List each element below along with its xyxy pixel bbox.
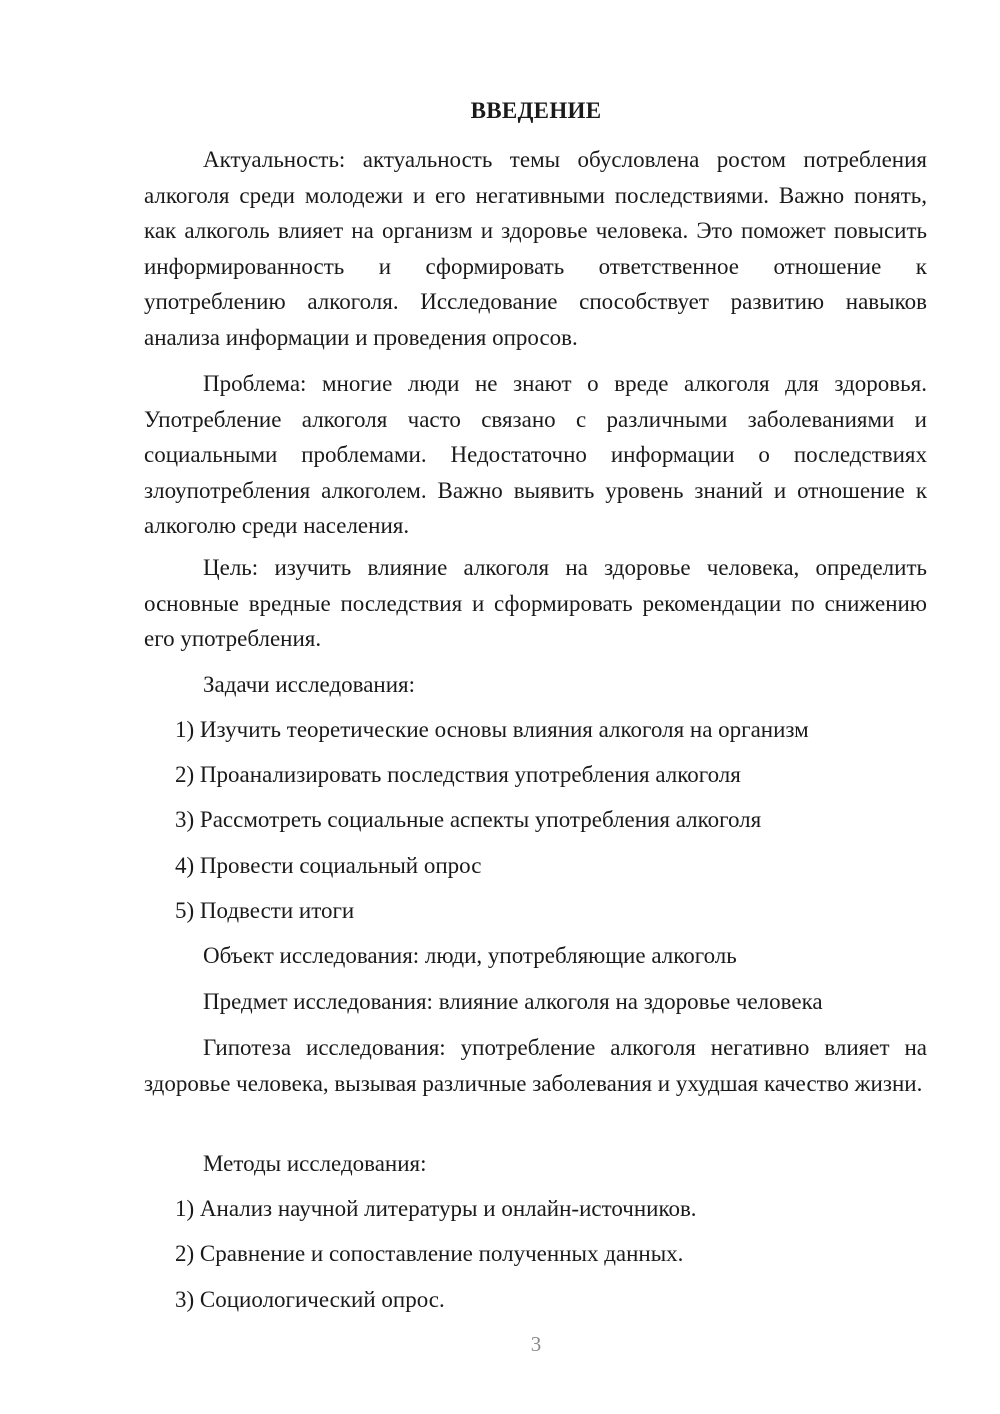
- research-object: Объект исследования: люди, употребляющие алкоголь: [203, 943, 737, 968]
- methods-heading: Методы исследования:: [203, 1151, 427, 1176]
- task-item: 1) Изучить теоретические основы влияния алкоголя на организм: [175, 717, 809, 742]
- task-item: 2) Проанализировать последствия употребления алкоголя: [175, 762, 741, 787]
- research-subject: Предмет исследования: влияние алкоголя на здоровье человека: [203, 989, 823, 1014]
- method-item: 2) Сравнение и сопоставление полученных данных.: [175, 1241, 684, 1266]
- method-item: 3) Социологический опрос.: [175, 1287, 445, 1312]
- page-number: 3: [530, 1332, 542, 1356]
- task-item: 3) Рассмотреть социальные аспекты употребления алкоголя: [175, 807, 762, 832]
- task-item: 4) Провести социальный опрос: [175, 853, 482, 878]
- page-title: ВВЕДЕНИЕ: [470, 98, 602, 123]
- hypothesis-paragraph: Гипотеза исследования: употребление алкоголя негативно влияет на здоровье человека, вызывая различные заболевания и ухудшая качество жизни.: [144, 1035, 927, 1096]
- tasks-heading: Задачи исследования:: [203, 672, 416, 697]
- relevance-paragraph: Актуальность: актуальность темы обусловлена ростом потребления алкоголя среди молодежи и его негативными последствиями. Важно понять, как алкоголь влияет на организм и здоровье человека. Это поможет повысить информированность и сформировать ответственное отношение к употреблению алкоголя. Исследование способствует развитию навыков анализа информации и проведения опросов.: [144, 147, 927, 350]
- goal-paragraph: Цель: изучить влияние алкоголя на здоровье человека, определить основные вредные последствия и сформировать рекомендации по снижению его употребления.: [144, 555, 927, 651]
- problem-paragraph: Проблема: многие люди не знают о вреде алкоголя для здоровья. Употребление алкоголя часто связано с различными заболеваниями и социальными проблемами. Недостаточно информации о последствиях злоупотребления алкоголем. Важно выявить уровень знаний и отношение к алкоголю среди населения.: [144, 371, 927, 538]
- method-item: 1) Анализ научной литературы и онлайн-источников.: [175, 1196, 697, 1221]
- task-item: 5) Подвести итоги: [175, 898, 355, 923]
